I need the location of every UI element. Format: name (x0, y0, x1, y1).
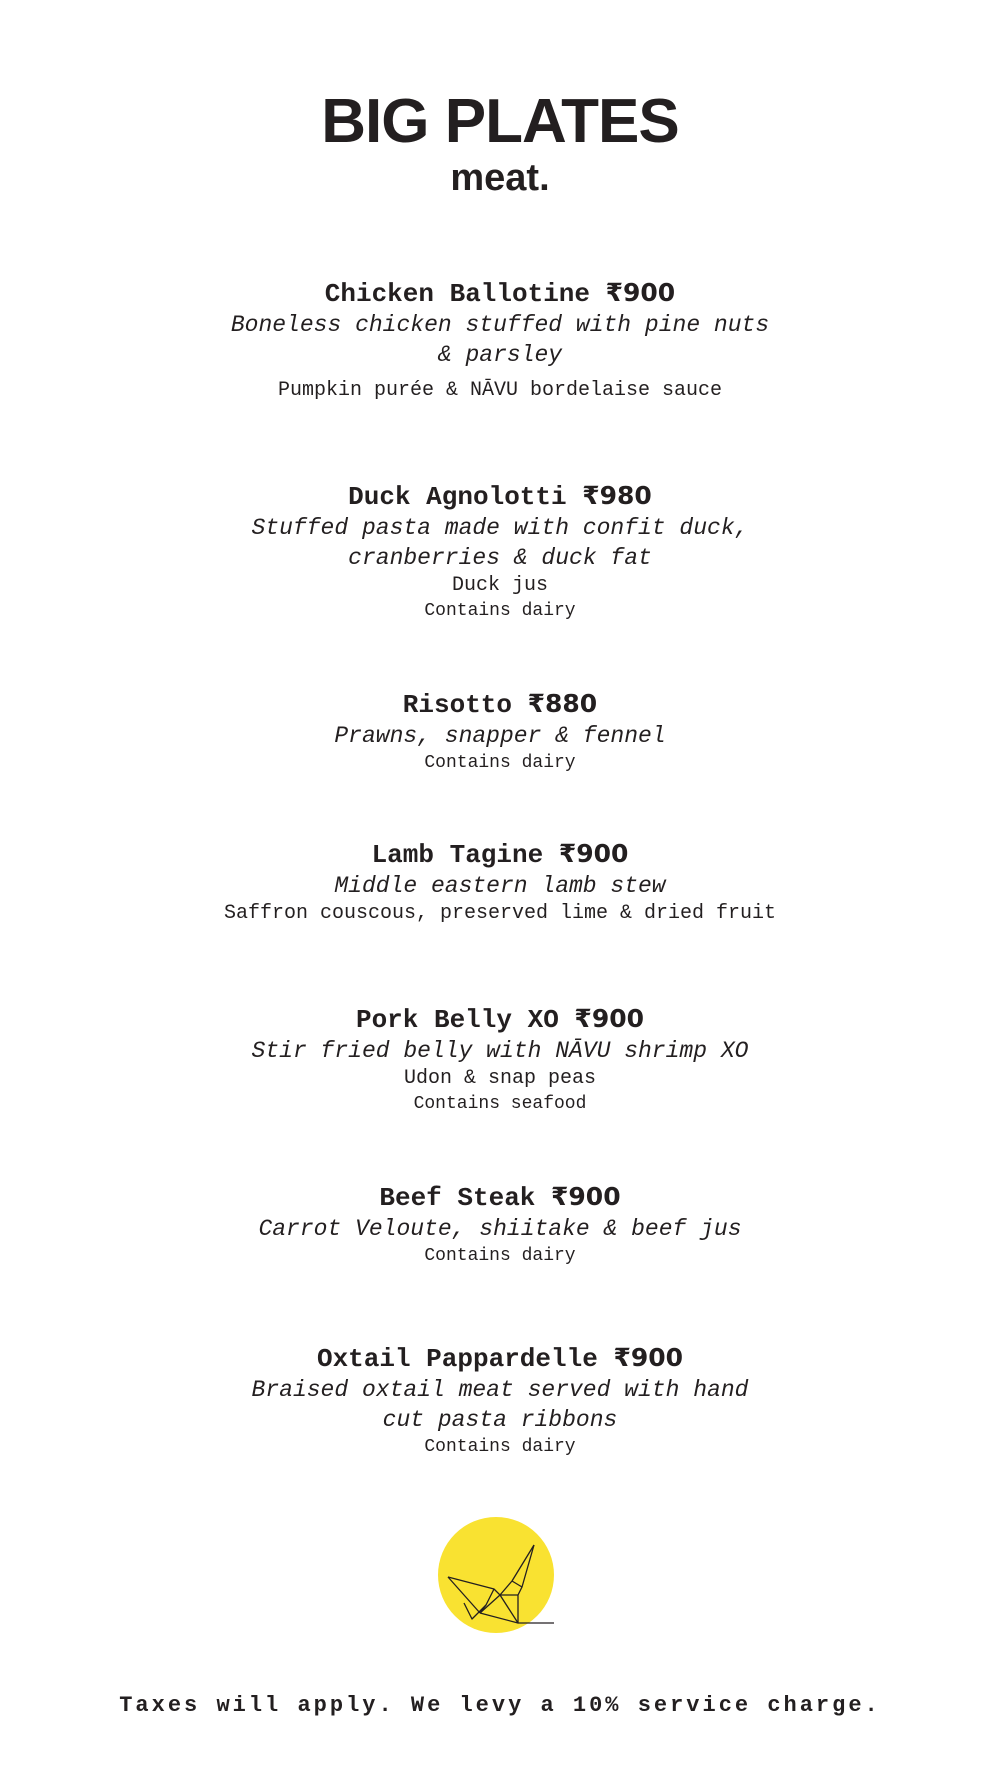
menu-item-lamb-tagine (0, 838, 1000, 927)
origami-crane-icon (436, 1515, 556, 1635)
menu-item-oxtail-pappardelle (0, 1342, 1000, 1459)
item-name: Beef Steak (379, 1183, 536, 1213)
page-title: BIG PLATES (321, 87, 679, 156)
item-title (0, 1003, 1000, 1036)
menu-header (0, 88, 1000, 200)
item-title (0, 1342, 1000, 1375)
item-title (0, 688, 1000, 721)
item-title (0, 1181, 1000, 1214)
item-note: Contains seafood (413, 1094, 587, 1114)
menu-item-duck-agnolotti (0, 480, 1000, 623)
item-side: Saffron couscous, preserved lime & dried fruit (223, 902, 777, 925)
item-description-line2: cranberries & duck fat (348, 545, 652, 571)
item-price: ₹880 (527, 689, 598, 718)
item-name: Oxtail Pappardelle (316, 1344, 598, 1374)
item-name: Risotto (402, 690, 512, 720)
item-title (0, 838, 1000, 871)
menu-item-pork-belly-xo (0, 1003, 1000, 1116)
item-description: Boneless chicken stuffed with pine nuts (230, 312, 770, 338)
item-description-line2: & parsley (437, 342, 563, 368)
section-subtitle: meat. (450, 157, 550, 199)
item-price: ₹900 (558, 839, 629, 868)
item-name: Pork Belly XO (355, 1005, 559, 1035)
item-name: Chicken Ballotine (324, 279, 591, 309)
item-description: Braised oxtail meat served with hand (251, 1377, 749, 1403)
item-note: Contains dairy (424, 1437, 576, 1457)
item-title (0, 277, 1000, 310)
item-note: Contains dairy (424, 1246, 576, 1266)
logo-circle (438, 1517, 554, 1633)
item-price: ₹900 (613, 1343, 684, 1372)
item-description: Stir fried belly with NĀVU shrimp XO (251, 1038, 749, 1064)
item-title (0, 480, 1000, 513)
menu-item-risotto (0, 688, 1000, 775)
item-price: ₹900 (574, 1004, 645, 1033)
item-name: Lamb Tagine (371, 840, 544, 870)
item-price: ₹900 (605, 278, 676, 307)
restaurant-logo (436, 1515, 556, 1635)
menu-item-beef-steak (0, 1181, 1000, 1268)
item-description: Carrot Veloute, shiitake & beef jus (258, 1216, 742, 1242)
item-price: ₹980 (582, 481, 652, 510)
item-name: Duck Agnolotti (348, 482, 567, 512)
item-side: Pumpkin purée & NĀVU bordelaise sauce (277, 379, 723, 402)
item-description: Prawns, snapper & fennel (334, 723, 666, 749)
menu-item-chicken-ballotine (0, 277, 1000, 404)
footer-note: Taxes will apply. We levy a 10% service charge. (119, 1693, 881, 1718)
item-description-line2: cut pasta ribbons (382, 1407, 618, 1433)
item-note: Contains dairy (424, 753, 576, 773)
item-side: Duck jus (451, 574, 548, 597)
item-side: Udon & snap peas (403, 1067, 597, 1090)
item-description: Middle eastern lamb stew (334, 873, 666, 899)
item-description: Stuffed pasta made with confit duck, (251, 515, 749, 541)
item-price: ₹900 (551, 1182, 621, 1211)
item-note: Contains dairy (424, 601, 576, 621)
